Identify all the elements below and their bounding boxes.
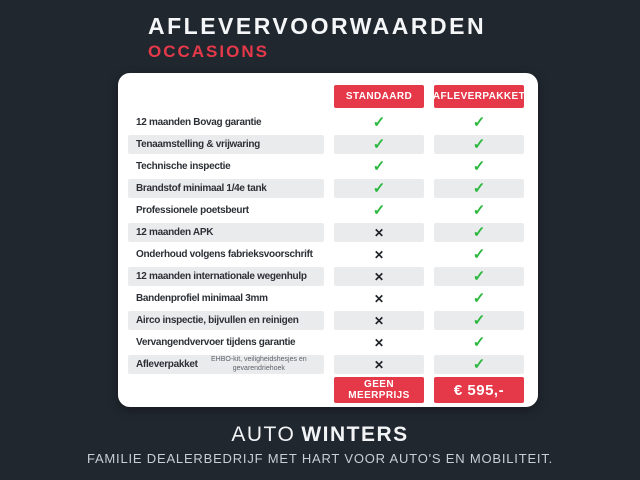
row-label: Onderhoud volgens fabrieksvoorschrift — [136, 249, 313, 260]
afleverpakket-mark: ✓ — [472, 290, 486, 307]
standaard-mark: ✕ — [373, 335, 385, 350]
brand-name-bold: WINTERS — [301, 423, 409, 446]
standaard-mark: ✓ — [372, 158, 386, 175]
footer — [0, 423, 640, 466]
row-label-cell — [128, 113, 324, 132]
standaard-mark: ✕ — [334, 311, 424, 330]
afleverpakket-mark: ✓ — [472, 334, 486, 351]
row-label-cell — [128, 333, 324, 352]
row-label-cell — [128, 179, 324, 198]
row-label-cell — [128, 223, 324, 242]
table-row — [128, 245, 524, 264]
afleverpakket-price-button[interactable]: € 595,- — [434, 377, 524, 403]
row-label: Technische inspectie — [136, 161, 231, 172]
row-label: 12 maanden internationale wegenhulp — [136, 271, 307, 282]
table-row — [128, 355, 524, 374]
table-row — [128, 201, 524, 220]
page-header — [148, 12, 486, 62]
standaard-mark: ✕ — [334, 267, 424, 286]
row-label: Brandstof minimaal 1/4e tank — [136, 183, 267, 194]
table-row — [128, 157, 524, 176]
conditions-card — [118, 73, 538, 407]
row-label: Professionele poetsbeurt — [136, 205, 249, 216]
price-row — [128, 377, 524, 403]
standaard-mark: ✓ — [334, 135, 424, 154]
afleverpakket-mark: ✓ — [472, 114, 486, 131]
afleverpakket-mark: ✓ — [434, 267, 524, 286]
price-row-spacer — [128, 377, 324, 403]
afleverpakket-mark: ✓ — [434, 179, 524, 198]
afleverpakket-mark: ✓ — [434, 135, 524, 154]
afleverpakket-mark: ✓ — [434, 355, 524, 374]
row-label: 12 maanden APK — [136, 227, 214, 238]
table-row — [128, 179, 524, 198]
row-label: Afleverpakket — [136, 359, 198, 370]
row-label: Tenaamstelling & vrijwaring — [136, 139, 260, 150]
page-subtitle: OCCASIONS — [148, 41, 269, 61]
column-header-standaard[interactable]: STANDAARD — [334, 85, 424, 108]
standaard-mark: ✕ — [334, 355, 424, 374]
table-row — [128, 333, 524, 352]
table-row — [128, 267, 524, 286]
afleverpakket-mark: ✓ — [434, 223, 524, 242]
row-label: Vervangendvervoer tijdens garantie — [136, 337, 296, 348]
table-row — [128, 311, 524, 330]
standaard-mark: ✓ — [372, 202, 386, 219]
table-row — [128, 113, 524, 132]
row-label-cell — [128, 135, 324, 154]
brand-name-light: AUTO — [231, 423, 296, 446]
standaard-mark: ✓ — [372, 114, 386, 131]
column-header-spacer — [128, 85, 324, 108]
column-header-afleverpakket[interactable]: AFLEVERPAKKET — [434, 85, 524, 108]
row-label: Airco inspectie, bijvullen en reinigen — [136, 315, 299, 326]
afleverpakket-mark: ✓ — [472, 158, 486, 175]
standaard-mark: ✕ — [373, 247, 385, 262]
row-label-cell — [128, 157, 324, 176]
table-row — [128, 289, 524, 308]
row-note: EHBO-kit, veiligheidshesjes en gevarendriehoek — [210, 356, 307, 372]
row-label: Bandenprofiel minimaal 3mm — [136, 293, 268, 304]
brand-name — [0, 423, 640, 447]
standaard-price-button[interactable]: GEEN MEERPRIJS — [334, 377, 424, 403]
table-row — [128, 223, 524, 242]
afleverpakket-mark: ✓ — [472, 246, 486, 263]
row-label-cell — [128, 267, 324, 286]
afleverpakket-mark: ✓ — [434, 311, 524, 330]
table-row — [128, 135, 524, 154]
column-header-row — [128, 85, 524, 108]
row-label-cell — [128, 311, 324, 330]
page-title: AFLEVERVOORWAARDEN — [148, 13, 487, 39]
row-label: 12 maanden Bovag garantie — [136, 117, 262, 128]
standaard-mark: ✕ — [373, 291, 385, 306]
standaard-mark: ✕ — [334, 223, 424, 242]
row-label-cell — [128, 201, 324, 220]
standaard-mark: ✓ — [334, 179, 424, 198]
row-label-cell — [128, 289, 324, 308]
row-label-cell — [128, 245, 324, 264]
afleverpakket-mark: ✓ — [472, 202, 486, 219]
conditions-rows — [128, 113, 524, 374]
row-label-cell — [128, 355, 324, 374]
brand-tagline: FAMILIE DEALERBEDRIJF MET HART VOOR AUTO'S EN MOBILITEIT. — [86, 451, 554, 466]
